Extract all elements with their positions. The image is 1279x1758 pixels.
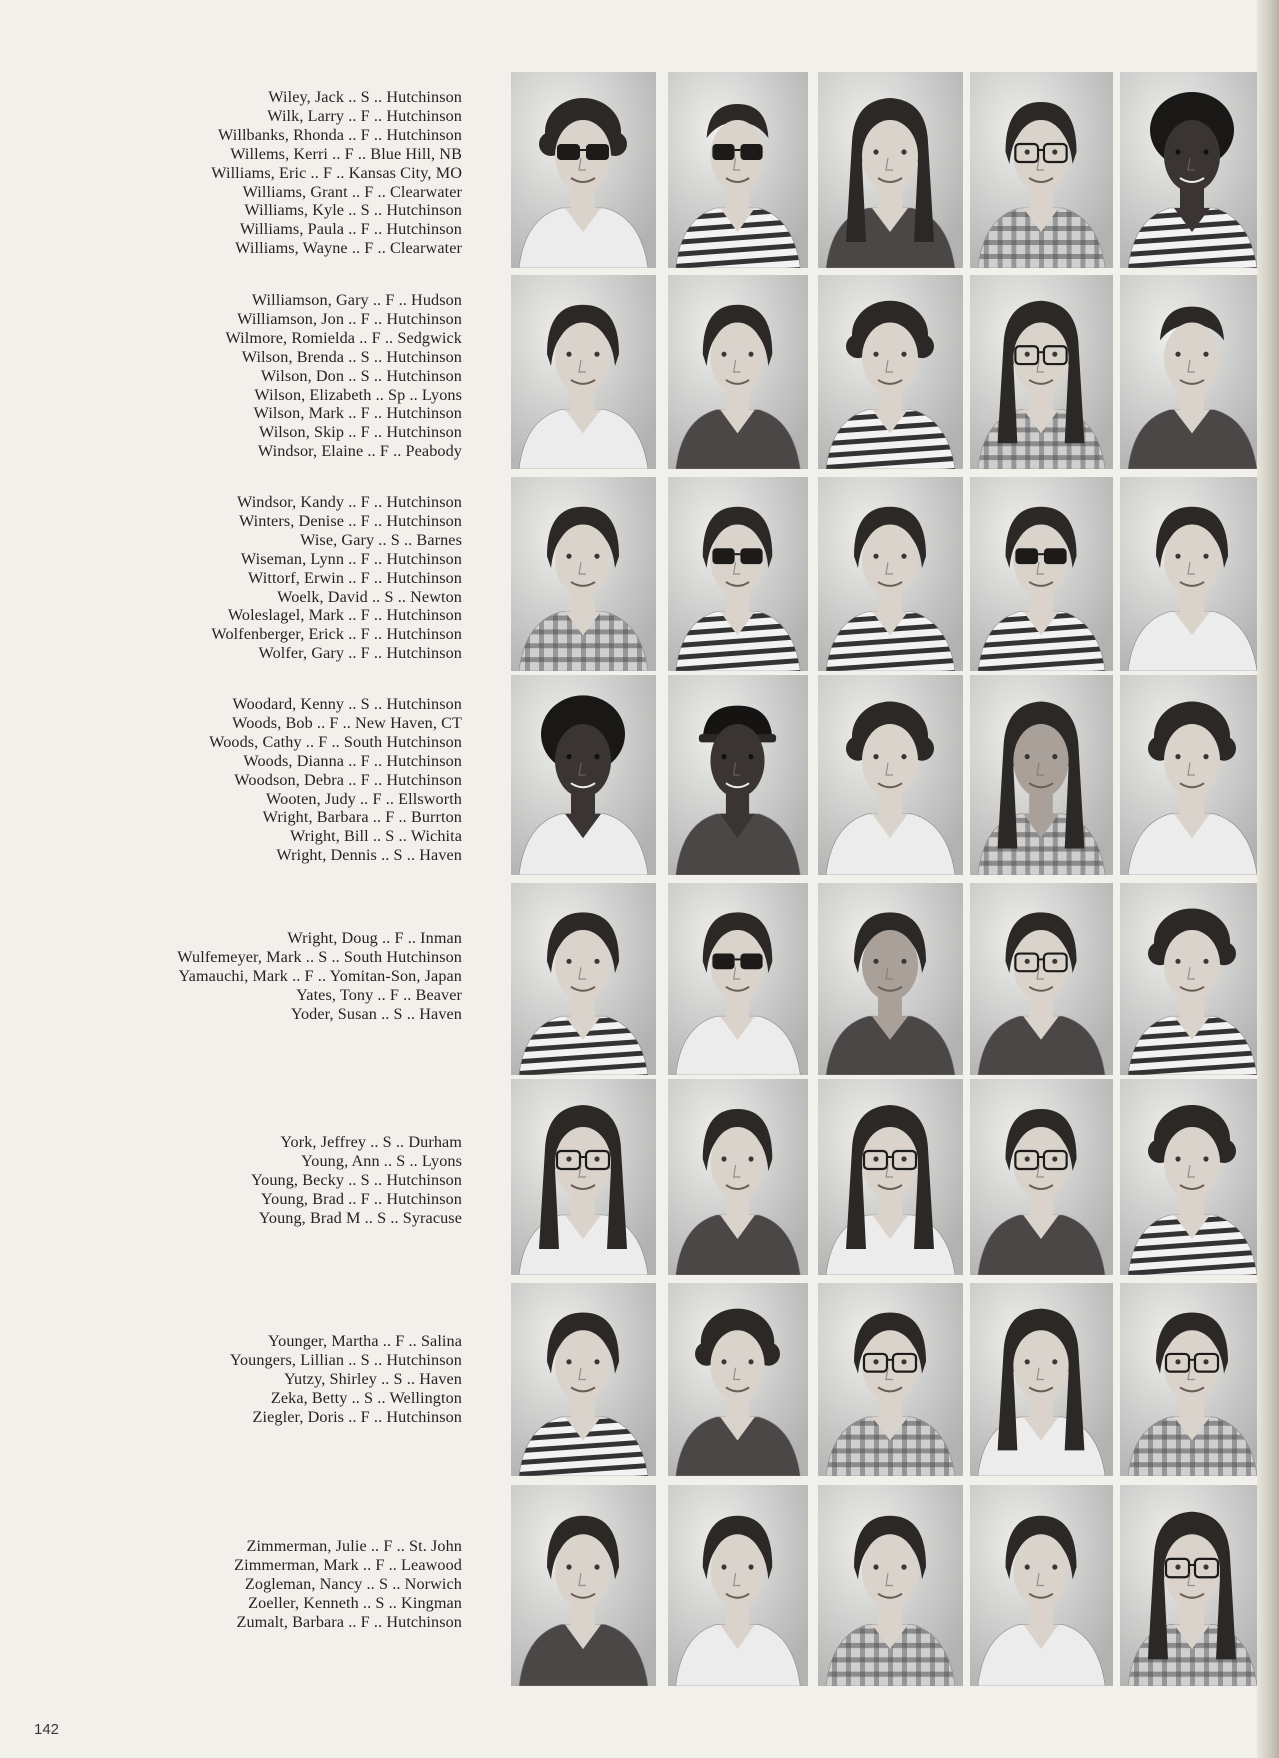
student-name: Zeka, Betty .. S .. Wellington (270, 1388, 462, 1407)
student-name: Wilson, Brenda .. S .. Hutchinson (241, 347, 462, 366)
student-name: Wilk, Larry .. F .. Hutchinson (267, 106, 462, 125)
student-name: York, Jeffrey .. S .. Durham (280, 1133, 462, 1151)
student-name: Wilson, Elizabeth .. Sp .. Lyons (254, 385, 462, 404)
student-portrait (511, 1485, 656, 1686)
student-portrait (970, 675, 1113, 875)
student-name: Young, Ann .. S .. Lyons (301, 1151, 462, 1170)
student-name: Younger, Martha .. F .. Salina (267, 1332, 462, 1350)
name-list-1 (80, 88, 462, 258)
student-name: Wulfemeyer, Mark .. S .. South Hutchinson (177, 947, 462, 966)
student-name: Zogleman, Nancy .. S .. Norwich (244, 1574, 462, 1593)
student-portrait (511, 675, 656, 875)
student-portrait (818, 72, 963, 268)
student-portrait (1120, 1485, 1265, 1686)
page-number: 142 (34, 1721, 60, 1738)
student-name: Woods, Cathy .. F .. South Hutchinson (209, 732, 462, 751)
student-portrait (668, 1079, 808, 1275)
student-name: Williams, Wayne .. F .. Clearwater (235, 239, 462, 258)
student-portrait (1120, 477, 1265, 671)
student-name: Wiseman, Lynn .. F .. Hutchinson (240, 549, 462, 568)
student-name: Williams, Kyle .. S .. Hutchinson (244, 201, 462, 220)
student-portrait (1120, 883, 1265, 1075)
student-name: Yoder, Susan .. S .. Haven (290, 1004, 462, 1023)
student-name: Yamauchi, Mark .. F .. Yomitan-Son, Japan (178, 966, 462, 985)
student-portrait (511, 477, 656, 671)
name-list-2 (80, 291, 462, 461)
student-name: Ziegler, Doris .. F .. Hutchinson (252, 1407, 462, 1426)
student-name: Wolfenberger, Erick .. F .. Hutchinson (211, 625, 462, 644)
name-list-3 (80, 493, 462, 663)
student-name: Wright, Dennis .. S .. Haven (276, 846, 462, 865)
student-name: Williamson, Jon .. F .. Hutchinson (237, 309, 462, 328)
page-binding-shadow (1257, 0, 1279, 1758)
student-name: Woods, Bob .. F .. New Haven, CT (232, 713, 462, 732)
student-portrait (818, 675, 963, 875)
student-name: Willems, Kerri .. F .. Blue Hill, NB (230, 144, 462, 163)
student-portrait (511, 1283, 656, 1476)
student-portrait (1120, 675, 1265, 875)
student-portrait (668, 275, 808, 469)
student-name: Yates, Tony .. F .. Beaver (296, 985, 462, 1004)
student-portrait (970, 1283, 1113, 1476)
student-name: Zoeller, Kenneth .. S .. Kingman (248, 1593, 462, 1612)
student-name: Youngers, Lillian .. S .. Hutchinson (229, 1350, 462, 1369)
student-portrait (818, 883, 963, 1075)
student-name: Windsor, Kandy .. F .. Hutchinson (236, 493, 462, 511)
student-name: Young, Brad .. F .. Hutchinson (260, 1189, 462, 1208)
student-name: Wilmore, Romielda .. F .. Sedgwick (225, 328, 462, 347)
student-name: Wooten, Judy .. F .. Ellsworth (266, 789, 462, 808)
student-portrait (818, 1079, 963, 1275)
student-portrait (970, 1079, 1113, 1275)
student-portrait (970, 477, 1113, 671)
student-name: Wright, Bill .. S .. Wichita (289, 827, 462, 846)
student-name: Wilson, Don .. S .. Hutchinson (260, 366, 462, 385)
student-portrait (668, 675, 808, 875)
student-portrait (668, 477, 808, 671)
student-name: Williamson, Gary .. F .. Hudson (251, 291, 462, 309)
student-name: Zimmerman, Mark .. F .. Leawood (234, 1555, 462, 1574)
student-portrait (818, 275, 963, 469)
name-list-5 (80, 929, 462, 1024)
student-portrait (668, 72, 808, 268)
student-name: Wittorf, Erwin .. F .. Hutchinson (248, 568, 462, 587)
student-portrait (511, 1079, 656, 1275)
student-name: Woodson, Debra .. F .. Hutchinson (234, 770, 462, 789)
student-name: Young, Brad M .. S .. Syracuse (258, 1208, 462, 1227)
student-name: Wright, Barbara .. F .. Burrton (262, 808, 462, 827)
student-name: Williams, Paula .. F .. Hutchinson (239, 220, 462, 239)
student-name: Woods, Dianna .. F .. Hutchinson (243, 751, 462, 770)
student-name: Wilson, Skip .. F .. Hutchinson (258, 423, 462, 442)
student-name: Williams, Grant .. F .. Clearwater (242, 182, 462, 201)
student-portrait (668, 883, 808, 1075)
student-name: Wiley, Jack .. S .. Hutchinson (268, 88, 462, 106)
student-portrait (818, 477, 963, 671)
student-portrait (1120, 1283, 1265, 1476)
student-name: Wise, Gary .. S .. Barnes (300, 530, 462, 549)
student-portrait (511, 275, 656, 469)
student-name: Woleslagel, Mark .. F .. Hutchinson (227, 606, 462, 625)
student-portrait (818, 1485, 963, 1686)
student-name: Wolfer, Gary .. F .. Hutchinson (258, 644, 462, 663)
student-portrait (511, 72, 656, 268)
student-portrait (970, 1485, 1113, 1686)
student-portrait (511, 883, 656, 1075)
student-name: Woelk, David .. S .. Newton (277, 587, 462, 606)
student-portrait (818, 1283, 963, 1476)
student-portrait (1120, 275, 1265, 469)
student-portrait (970, 72, 1113, 268)
student-portrait (970, 883, 1113, 1075)
student-name: Wilson, Mark .. F .. Hutchinson (253, 404, 462, 423)
student-name: Wright, Doug .. F .. Inman (287, 929, 462, 947)
student-name: Woodard, Kenny .. S .. Hutchinson (232, 695, 462, 713)
student-name: Williams, Eric .. F .. Kansas City, MO (211, 163, 462, 182)
student-portrait (1120, 72, 1265, 268)
student-portrait (668, 1283, 808, 1476)
student-portrait (1120, 1079, 1265, 1275)
name-list-4 (80, 695, 462, 865)
student-name: Zumalt, Barbara .. F .. Hutchinson (236, 1612, 462, 1631)
student-name: Winters, Denise .. F .. Hutchinson (238, 511, 462, 530)
student-name: Windsor, Elaine .. F .. Peabody (257, 442, 462, 461)
name-list-6 (80, 1133, 462, 1228)
student-portrait (668, 1485, 808, 1686)
name-list-8 (80, 1537, 462, 1632)
student-name: Yutzy, Shirley .. S .. Haven (284, 1369, 462, 1388)
student-name: Willbanks, Rhonda .. F .. Hutchinson (218, 125, 462, 144)
student-portrait (970, 275, 1113, 469)
student-name: Young, Becky .. S .. Hutchinson (250, 1170, 462, 1189)
name-list-7 (80, 1332, 462, 1427)
student-name: Zimmerman, Julie .. F .. St. John (246, 1537, 462, 1555)
